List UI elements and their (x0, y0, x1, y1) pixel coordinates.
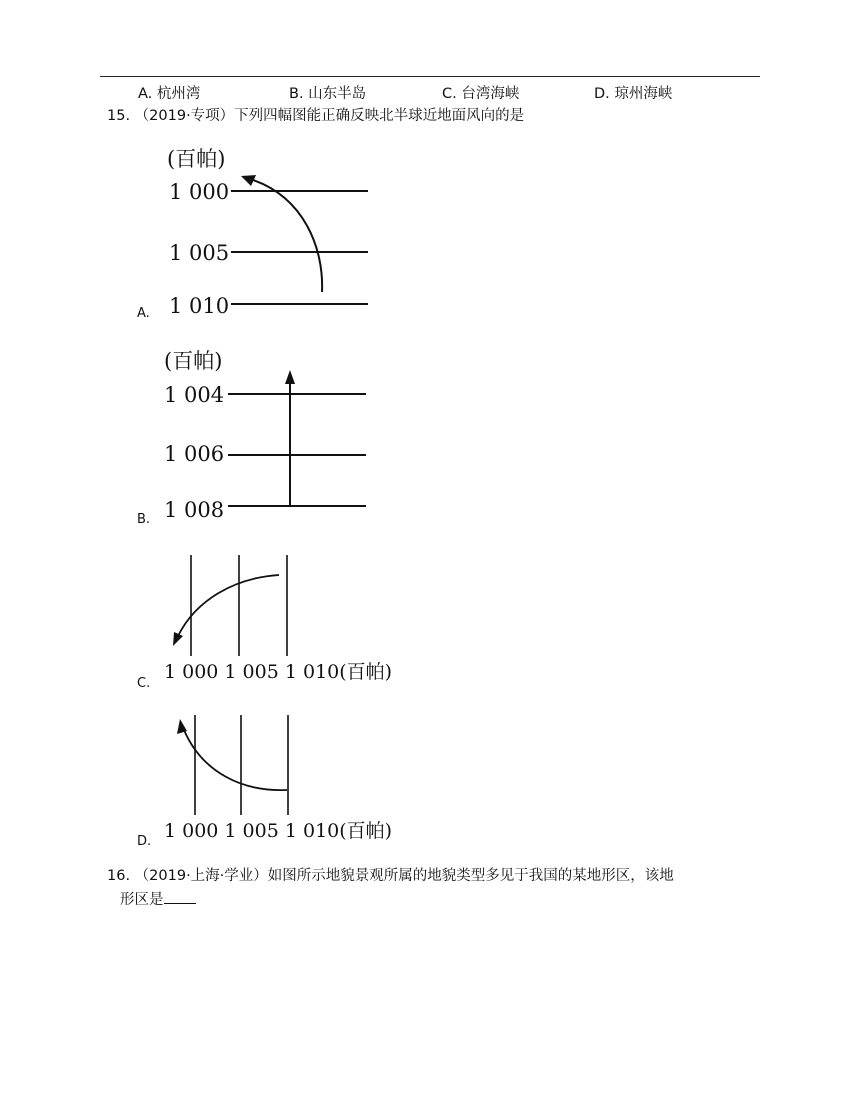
wind-arrow (247, 178, 322, 292)
figure-b (162, 346, 372, 526)
isobar-label: 1 008 (164, 498, 225, 522)
figure-c-label: C. (137, 676, 151, 691)
figure-b-label: B. (137, 512, 151, 527)
figure-d (162, 712, 393, 852)
arrow-head (285, 370, 295, 384)
answer-blank[interactable] (164, 889, 196, 904)
figure-d-label: D. (137, 834, 152, 849)
figure-a-label: A. (137, 306, 150, 321)
figure-c (162, 550, 393, 690)
top-divider (100, 76, 760, 77)
figure-b-unit: (百帕) (164, 349, 223, 373)
isobar-label: 1 010 (169, 294, 230, 318)
option-b: B. 山东半岛 (289, 86, 367, 102)
isobar-label: 1 006 (164, 442, 225, 466)
question-16: 16. （2019·上海·学业）如图所示地貌景观所属的地貌类型多见于我国的某地形区，该地 (107, 868, 674, 884)
pressure-axis: 1 000 1 005 1 010(百帕) (164, 820, 393, 842)
wind-arrow (178, 575, 279, 636)
isobar-label: 1 000 (169, 180, 230, 204)
figure-a (165, 140, 375, 320)
option-a: A. 杭州湾 (138, 86, 201, 102)
option-c: C. 台湾海峡 (442, 86, 520, 102)
pressure-axis: 1 000 1 005 1 010(百帕) (164, 661, 393, 683)
wind-arrow (184, 730, 287, 790)
isobar-label: 1 004 (164, 383, 225, 407)
question-15: 15. （2019·专项）下列四幅图能正确反映北半球近地面风向的是 (107, 108, 525, 124)
figure-a-unit: (百帕) (167, 147, 226, 171)
arrow-head (173, 632, 183, 646)
question-16-continued: 形区是 (120, 888, 196, 912)
isobar-label: 1 005 (169, 241, 230, 265)
option-d: D. 琼州海峡 (594, 86, 673, 102)
